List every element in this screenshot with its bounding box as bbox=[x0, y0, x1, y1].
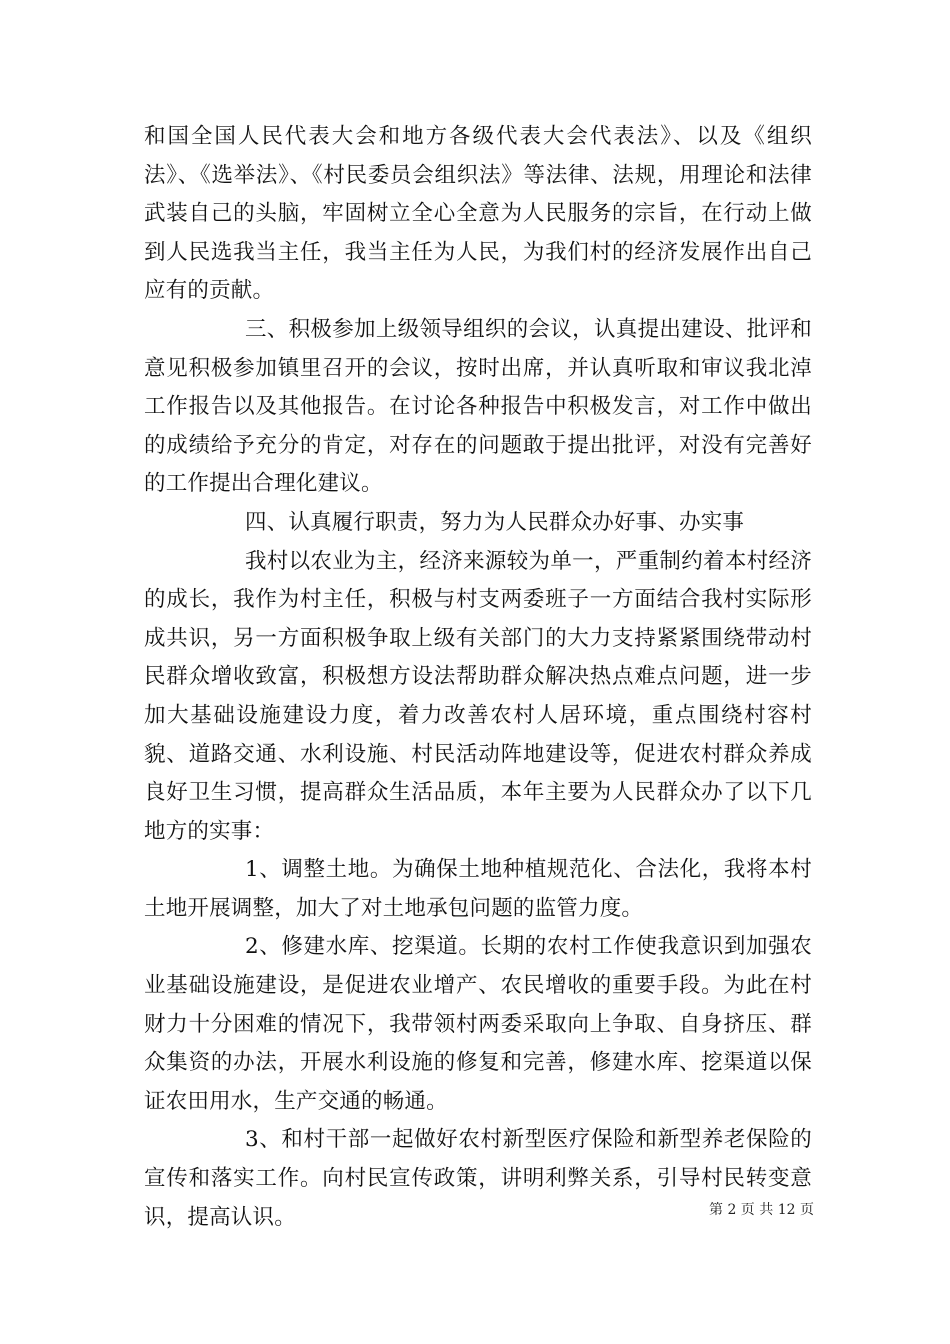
paragraph-item-land: 1、调整土地。为确保土地种植规范化、合法化，我将本村土地开展调整，加大了对土地承包问题的监管力度。 bbox=[144, 857, 812, 921]
paragraph-section-three: 三、积极参加上级领导组织的会议，认真提出建设、批评和意见积极参加镇里召开的会议，按时出席，并认真听取和审议我北淖工作报告以及其他报告。在讨论各种报告中积极发言，对工作中做出的成绩给予充分的肯定，对存在的问题敢于提出批评，对没有完善好的工作提出合理化建议。 bbox=[144, 316, 812, 497]
section-four-heading: 四、认真履行职责，努力为人民群众办好事、办实事 bbox=[245, 509, 745, 535]
document-body bbox=[144, 118, 812, 1237]
paragraph-village-overview: 我村以农业为主，经济来源较为单一，严重制约着本村经济的成长，我作为村主任，积极与村支两委班子一方面结合我村实际形成共识，另一方面积极争取上级有关部门的大力支持紧紧围绕带动村民群众增收致富，积极想方设法帮助群众解决热点难点问题，进一步加大基础设施建设力度，着力改善农村人居环境，重点围绕村容村貌、道路交通、水利设施、村民活动阵地建设等，促进农村群众养成良好卫生习惯，提高群众生活品质，本年主要为人民群众办了以下几地方的实事： bbox=[144, 548, 812, 844]
paragraph-item-insurance: 3、和村干部一起做好农村新型医疗保险和新型养老保险的宣传和落实工作。向村民宣传政策，讲明利弊关系，引导村民转变意识，提高认识。 bbox=[144, 1127, 812, 1230]
page-number-footer: 第 2 页 共 12 页 bbox=[709, 1202, 814, 1218]
paragraph-item-reservoir: 2、修建水库、挖渠道。长期的农村工作使我意识到加强农业基础设施建设，是促进农业增产、农民增收的重要手段。为此在村财力十分困难的情况下，我带领村两委采取向上争取、自身挤压、群众集资的办法，开展水利设施的修复和完善，修建水库、挖渠道以保证农田用水，生产交通的畅通。 bbox=[144, 934, 812, 1114]
paragraph-continuation: 和国全国人民代表大会和地方各级代表大会代表法》、以及《组织法》、《选举法》、《村民委员会组织法》等法律、法规，用理论和法律武装自己的头脑，牢固树立全心全意为人民服务的宗旨，在行动上做到人民选我当主任，我当主任为人民，为我们村的经济发展作出自己应有的贡献。 bbox=[144, 124, 812, 304]
